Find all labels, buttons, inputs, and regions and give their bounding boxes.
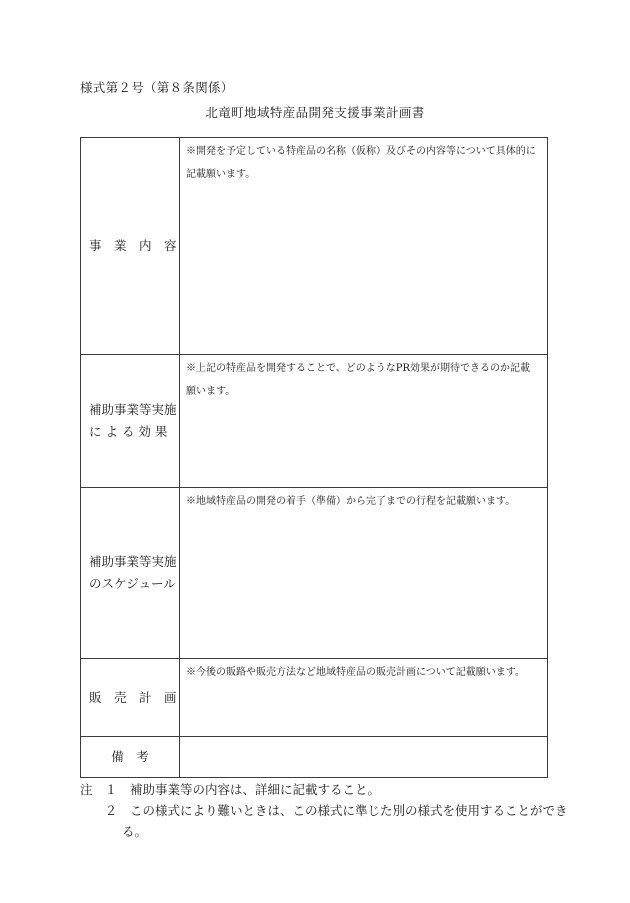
input-area-remarks[interactable] bbox=[180, 737, 548, 778]
input-area-sales-plan[interactable] bbox=[180, 659, 548, 737]
instruction-note: ※今後の販路や販売方法など地域特産品の販売計画について記載願います。 bbox=[186, 667, 525, 678]
row-label-schedule bbox=[81, 488, 180, 659]
row-label-sales-plan bbox=[81, 659, 180, 737]
row-label-text: 事 業 内 容 bbox=[89, 238, 177, 253]
input-area-schedule[interactable] bbox=[180, 488, 548, 659]
table-row-business-content bbox=[81, 138, 548, 355]
footnote-number: ２ bbox=[104, 803, 118, 818]
row-label-remarks bbox=[81, 737, 180, 778]
footnote-text: 補助事業等の内容は、詳細に記載すること。 bbox=[130, 782, 381, 797]
row-label-text: 販 売 計 画 bbox=[89, 689, 177, 705]
input-area-effect[interactable] bbox=[180, 355, 548, 488]
form-number: 様式第２号（第８条関係） bbox=[80, 80, 234, 95]
table-row-remarks bbox=[81, 737, 548, 778]
row-label-text: 補助事業等実施 に よ る 効 果 bbox=[89, 402, 177, 439]
plan-table bbox=[80, 137, 548, 778]
document-title: 北竜町地域特産品開発支援事業計画書 bbox=[205, 105, 425, 120]
footnote-item bbox=[80, 779, 560, 800]
footnote-text: この様式により難いときは、この様式に準じた別の様式を使用することができ bbox=[130, 803, 568, 818]
row-label-business-content bbox=[81, 138, 180, 355]
footnote-item bbox=[80, 800, 568, 821]
footnote-prefix: 注 bbox=[80, 782, 93, 797]
row-label-text: 補助事業等実施 のスケジュール bbox=[89, 554, 177, 591]
input-area-business-content[interactable] bbox=[180, 138, 548, 355]
table-row-schedule bbox=[81, 488, 548, 659]
row-label-text: 備 考 bbox=[111, 749, 149, 764]
footnote-continuation: る。 bbox=[122, 824, 148, 839]
instruction-note: ※地域特産品の開発の着手（準備）から完了までの行程を記載願います。 bbox=[186, 496, 516, 507]
instruction-note: ※上記の特産品を開発することで、どのようなPR効果が期待できるのか記載願います。 bbox=[186, 363, 531, 397]
footnotes bbox=[80, 779, 568, 842]
instruction-note: ※開発を予定している特産品の名称（仮称）及びその内容等について具体的に記載願います。 bbox=[186, 146, 536, 180]
footnote-number: １ bbox=[104, 782, 118, 797]
row-label-effect bbox=[81, 355, 180, 488]
table-row-effect bbox=[81, 355, 548, 488]
table-row-sales-plan bbox=[81, 659, 548, 737]
